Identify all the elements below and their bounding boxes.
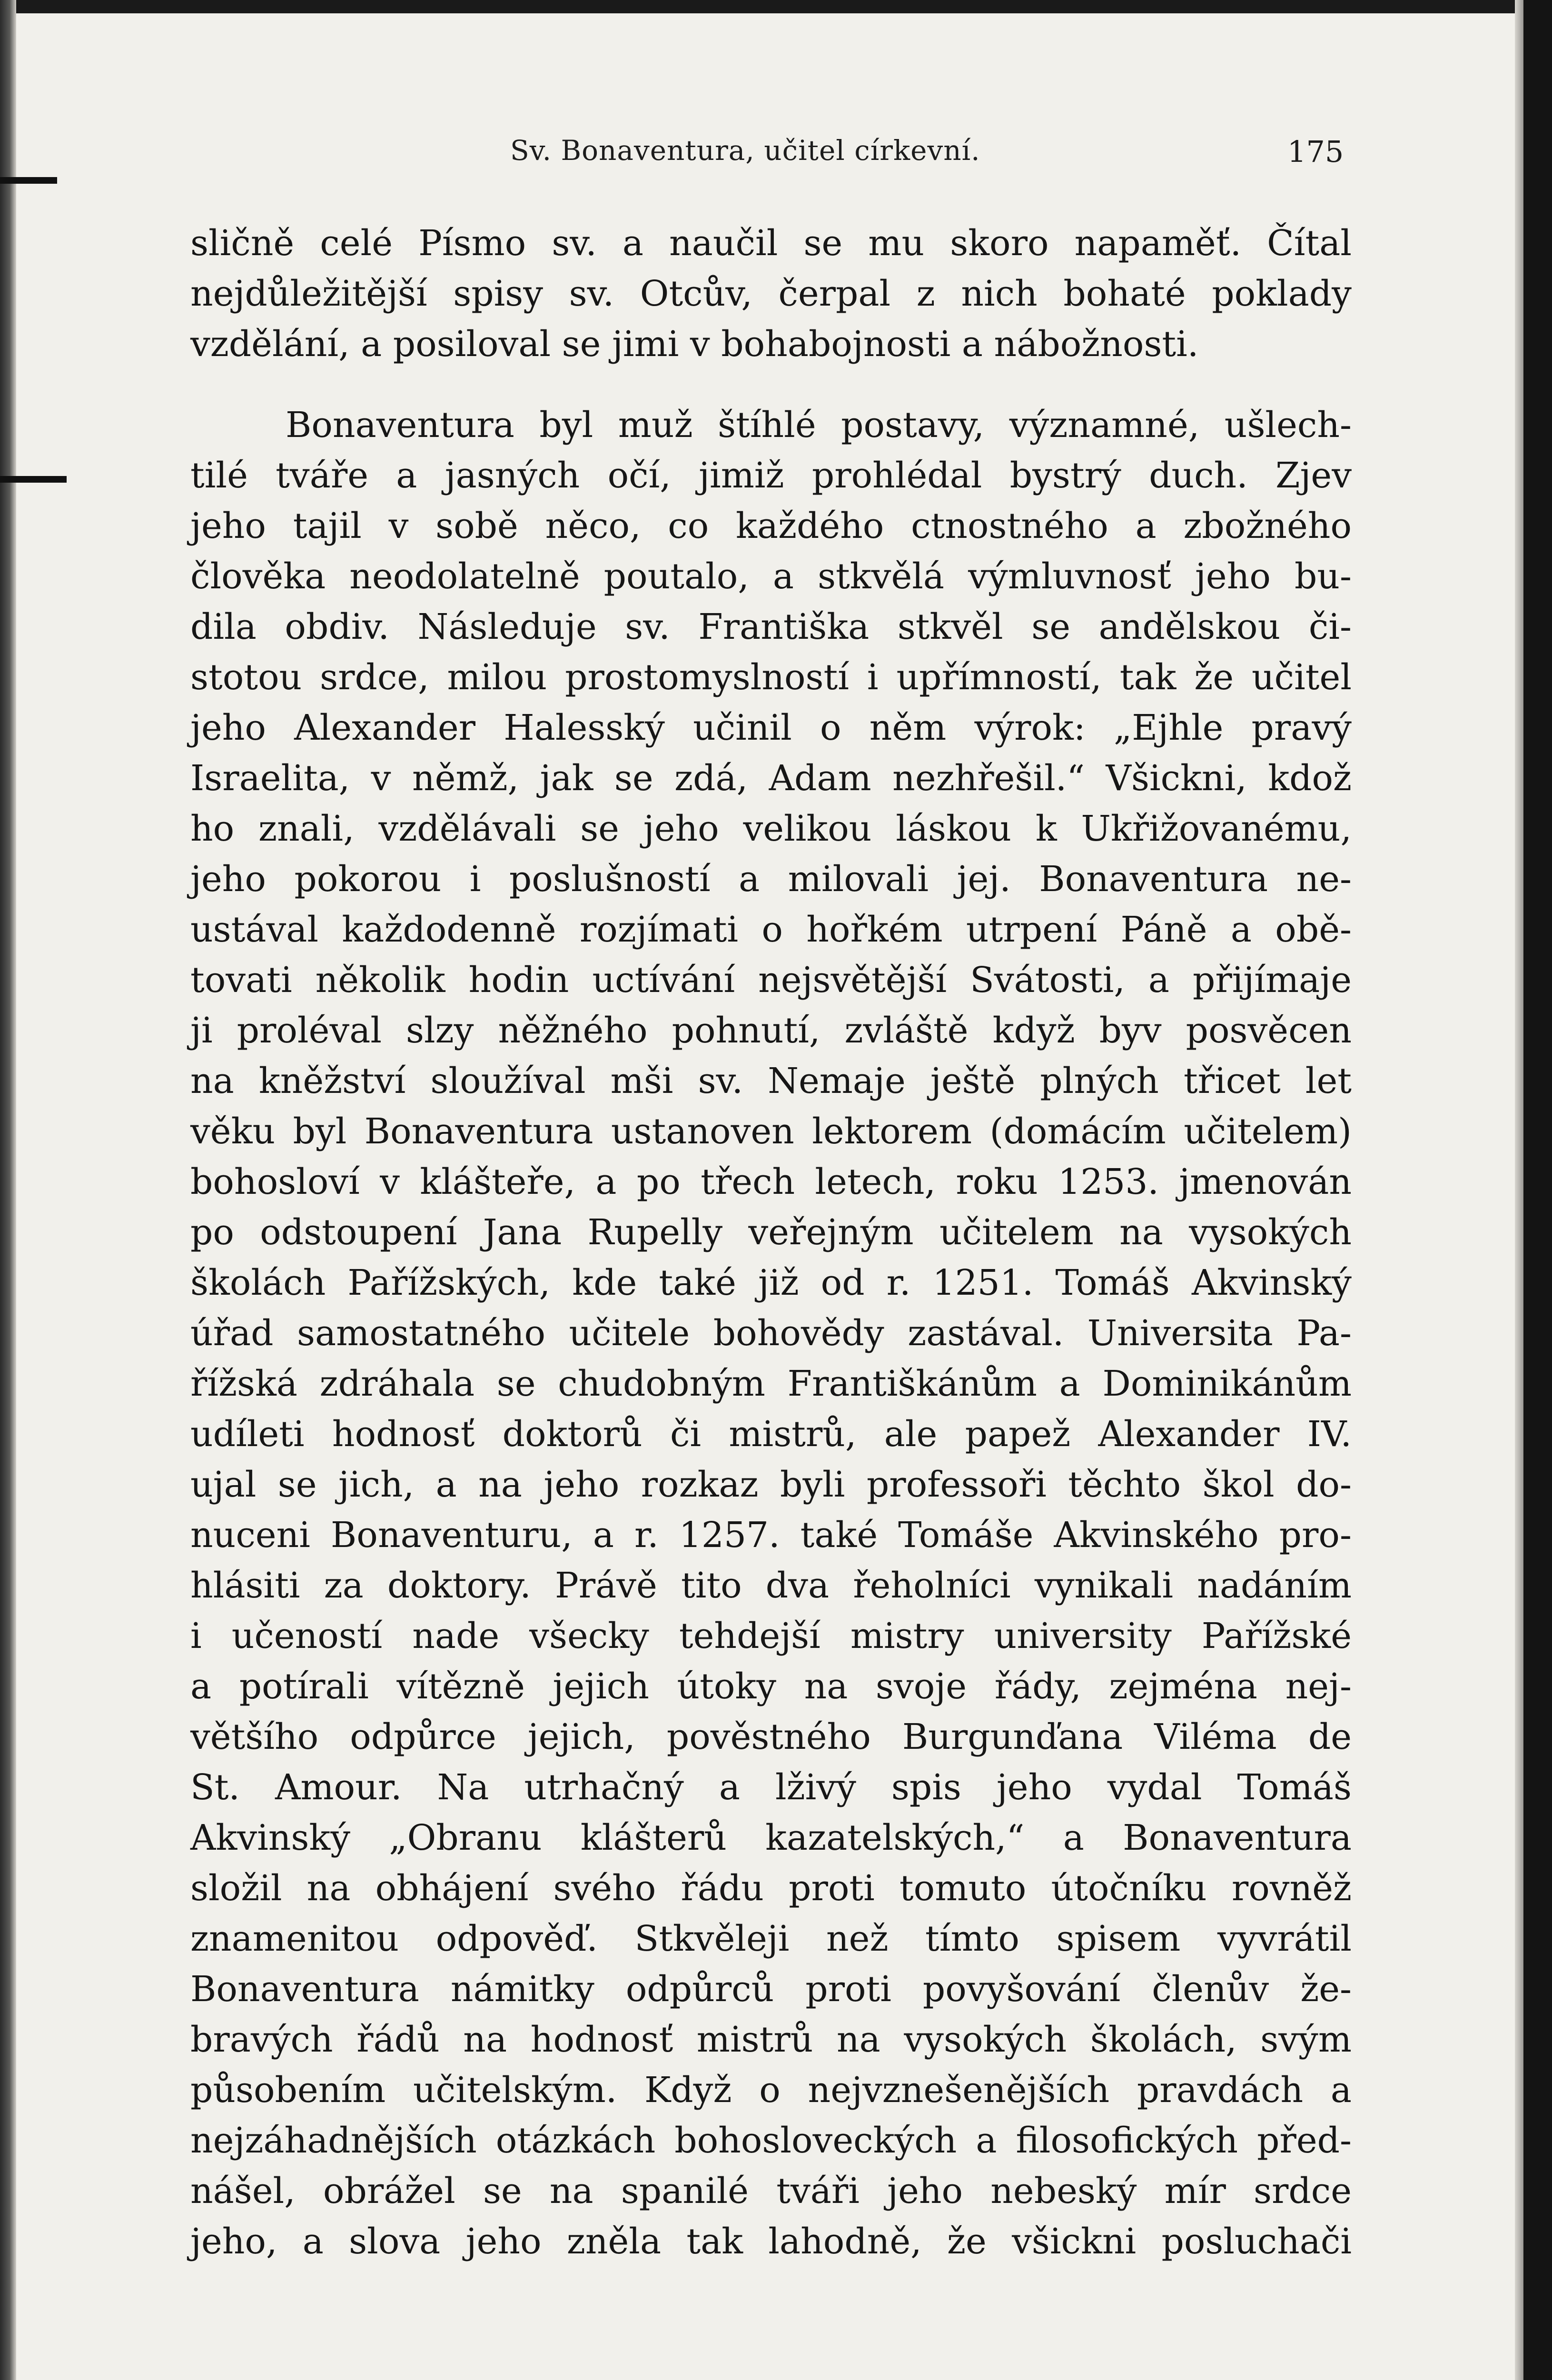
text-line: úřad samostatného učitele bohovědy zastával. Universita Pa- — [190, 1313, 1352, 1354]
text-line: tovati několik hodin uctívání nejsvětější Svátosti, a přijímaje — [190, 960, 1352, 1001]
text-line: řížská zdráhala se chudobným Františkánům a Dominikánům — [190, 1363, 1352, 1404]
text-line: Bonaventura byl muž štíhlé postavy, významné, ušlech- — [286, 405, 1352, 446]
text-line: jeho pokorou i poslušností a milovali jej. Bonaventura ne- — [190, 859, 1352, 900]
page-edge-shadow — [1515, 0, 1523, 2380]
text-line: Akvinský „Obranu klášterů kazatelských,“ a Bonaventura — [190, 1817, 1352, 1858]
running-head: Sv. Bonaventura, učitel církevní. — [510, 134, 980, 167]
text-line: St. Amour. Na utrhačný a lživý spis jeho vydal Tomáš — [190, 1767, 1352, 1808]
page-number: 175 — [1287, 134, 1344, 169]
text-line: nuceni Bonaventuru, a r. 1257. také Tomáše Akvinského pro- — [190, 1515, 1352, 1556]
text-line: ji proléval slzy něžného pohnutí, zvláště když byv posvěcen — [190, 1010, 1352, 1051]
text-line: hlásiti za doktory. Právě tito dva řeholníci vynikali nadáním — [190, 1565, 1352, 1606]
text-line: tilé tváře a jasných očí, jimiž prohlédal bystrý duch. Zjev — [190, 455, 1352, 496]
binding-mark — [0, 476, 67, 483]
text-line: a potírali vítězně jejich útoky na svoje řády, zejména nej- — [190, 1666, 1352, 1707]
text-line: vzdělání, a posiloval se jimi v bohabojnosti a nábožnosti. — [190, 324, 1199, 365]
text-line: po odstoupení Jana Rupelly veřejným učitelem na vysokých — [190, 1212, 1352, 1253]
text-line: nejdůležitější spisy sv. Otcův, čerpal z nich bohaté poklady — [190, 273, 1352, 314]
text-line: Bonaventura námitky odpůrců proti povyšování členův že- — [190, 1969, 1352, 2010]
text-line: jeho tajil v sobě něco, co každého ctnostného a zbožného — [190, 506, 1352, 546]
text-line: dila obdiv. Následuje sv. Františka stkvěl se andělskou či- — [190, 606, 1352, 647]
body-text — [190, 218, 1352, 2267]
text-line: bravých řádů na hodnosť mistrů na vysokých školách, svým — [190, 2019, 1352, 2060]
text-line: věku byl Bonaventura ustanoven lektorem (domácím učitelem) — [190, 1111, 1352, 1152]
text-line: stotou srdce, milou prostomyslností i upřímností, tak že učitel — [190, 657, 1352, 698]
text-line: Israelita, v němž, jak se zdá, Adam nezhřešil.“ Všickni, kdož — [190, 758, 1352, 799]
text-line: ho znali, vzdělávali se jeho velikou láskou k Ukřižovanému, — [190, 808, 1352, 849]
scan-border-top — [0, 0, 1552, 13]
text-line: i učeností nade všecky tehdejší mistry university Pařížské — [190, 1616, 1352, 1656]
paragraph-gap — [190, 369, 1352, 400]
text-line: nejzáhadnějších otázkách bohosloveckých a filosofických před- — [190, 2120, 1352, 2161]
text-line: školách Pařížských, kde také již od r. 1251. Tomáš Akvinský — [190, 1262, 1352, 1303]
text-line: jeho, a slova jeho zněla tak lahodně, že všickni posluchači — [190, 2221, 1352, 2262]
text-line: složil na obhájení svého řádu proti tomuto útočníku rovněž — [190, 1868, 1352, 1909]
text-line: na kněžství sloužíval mši sv. Nemaje ještě plných třicet let — [190, 1061, 1352, 1101]
text-line: ustával každodenně rozjímati o hořkém utrpení Páně a obě- — [190, 909, 1352, 950]
binding-mark — [0, 177, 57, 184]
text-line: většího odpůrce jejich, pověstného Burgunďana Viléma de — [190, 1716, 1352, 1757]
text-line: jeho Alexander Halesský učinil o něm výrok: „Ejhle pravý — [190, 707, 1352, 748]
text-line: člověka neodolatelně poutalo, a stkvělá výmluvnosť jeho bu- — [190, 556, 1352, 597]
text-line: působením učitelským. Když o nejvznešenějších pravdách a — [190, 2070, 1352, 2111]
text-line: bohosloví v klášteře, a po třech letech, roku 1253. jmenován — [190, 1161, 1352, 1202]
text-line: nášel, obrážel se na spanilé tváři jeho nebeský mír srdce — [190, 2171, 1352, 2211]
text-line: ujal se jich, a na jeho rozkaz byli professoři těchto škol do- — [190, 1464, 1352, 1505]
text-line: sličně celé Písmo sv. a naučil se mu skoro napaměť. Čítal — [190, 223, 1352, 264]
scan-binding-edge — [0, 0, 16, 2380]
text-line: udíleti hodnosť doktorů či mistrů, ale papež Alexander IV. — [190, 1414, 1352, 1455]
text-line: znamenitou odpověď. Stkvěleji než tímto spisem vyvrátil — [190, 1918, 1352, 1959]
scan-border-right — [1523, 0, 1552, 2380]
